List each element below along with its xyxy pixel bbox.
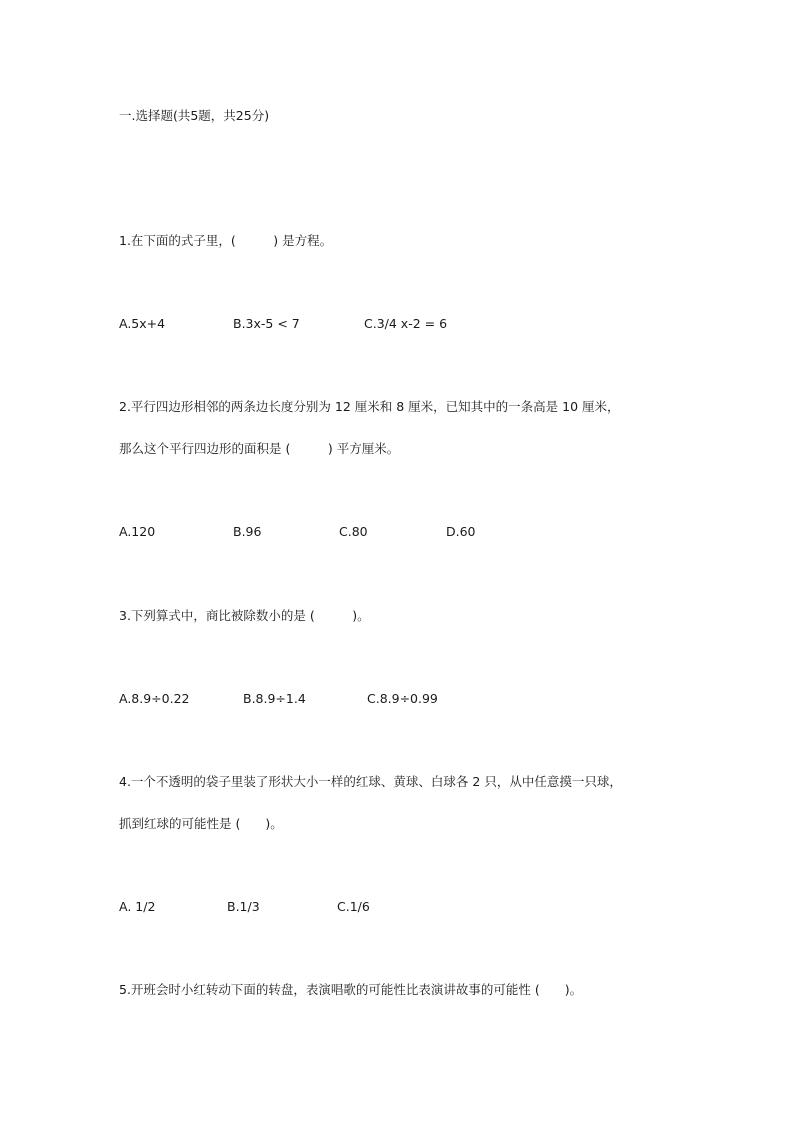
question-2-option-c: C.80 — [339, 524, 368, 539]
question-1-stem: 1.在下面的式子里，( ) 是方程。 — [119, 233, 333, 248]
question-3-stem: 3.下列算式中，商比被除数小的是 ( )。 — [119, 608, 370, 623]
question-2-stem-line-1: 2.平行四边形相邻的两条边长度分别为 12 厘米和 8 厘米，已知其中的一条高是 10 厘米， — [119, 399, 620, 414]
question-1-option-b: B.3x-5 < 7 — [233, 316, 300, 331]
question-3-option-c: C.8.9÷0.99 — [367, 691, 438, 706]
question-4-stem-line-2: 抓到红球的可能性是 ( )。 — [119, 816, 283, 831]
question-2-option-d: D.60 — [446, 524, 476, 539]
question-3-option-b: B.8.9÷1.4 — [243, 691, 306, 706]
question-5-stem: 5.开班会时小红转动下面的转盘，表演唱歌的可能性比表演讲故事的可能性 ( )。 — [119, 982, 583, 997]
question-4-option-b: B.1/3 — [227, 899, 260, 914]
question-1-option-c: C.3/4 x-2 = 6 — [364, 316, 448, 331]
question-1-option-a: A.5x+4 — [119, 316, 166, 331]
question-2-stem-line-2: 那么这个平行四边形的面积是 ( ) 平方厘米。 — [119, 441, 400, 456]
question-2-option-a: A.120 — [119, 524, 156, 539]
question-4-option-c: C.1/6 — [337, 899, 370, 914]
question-3-option-a: A.8.9÷0.22 — [119, 691, 190, 706]
question-2-option-b: B.96 — [233, 524, 262, 539]
question-4-option-a: A. 1/2 — [119, 899, 156, 914]
section-title: 一.选择题(共5题，共25分) — [119, 108, 270, 123]
question-4-stem-line-1: 4.一个不透明的袋子里装了形状大小一样的红球、黄球、白球各 2 只，从中任意摸一只球， — [119, 774, 622, 789]
